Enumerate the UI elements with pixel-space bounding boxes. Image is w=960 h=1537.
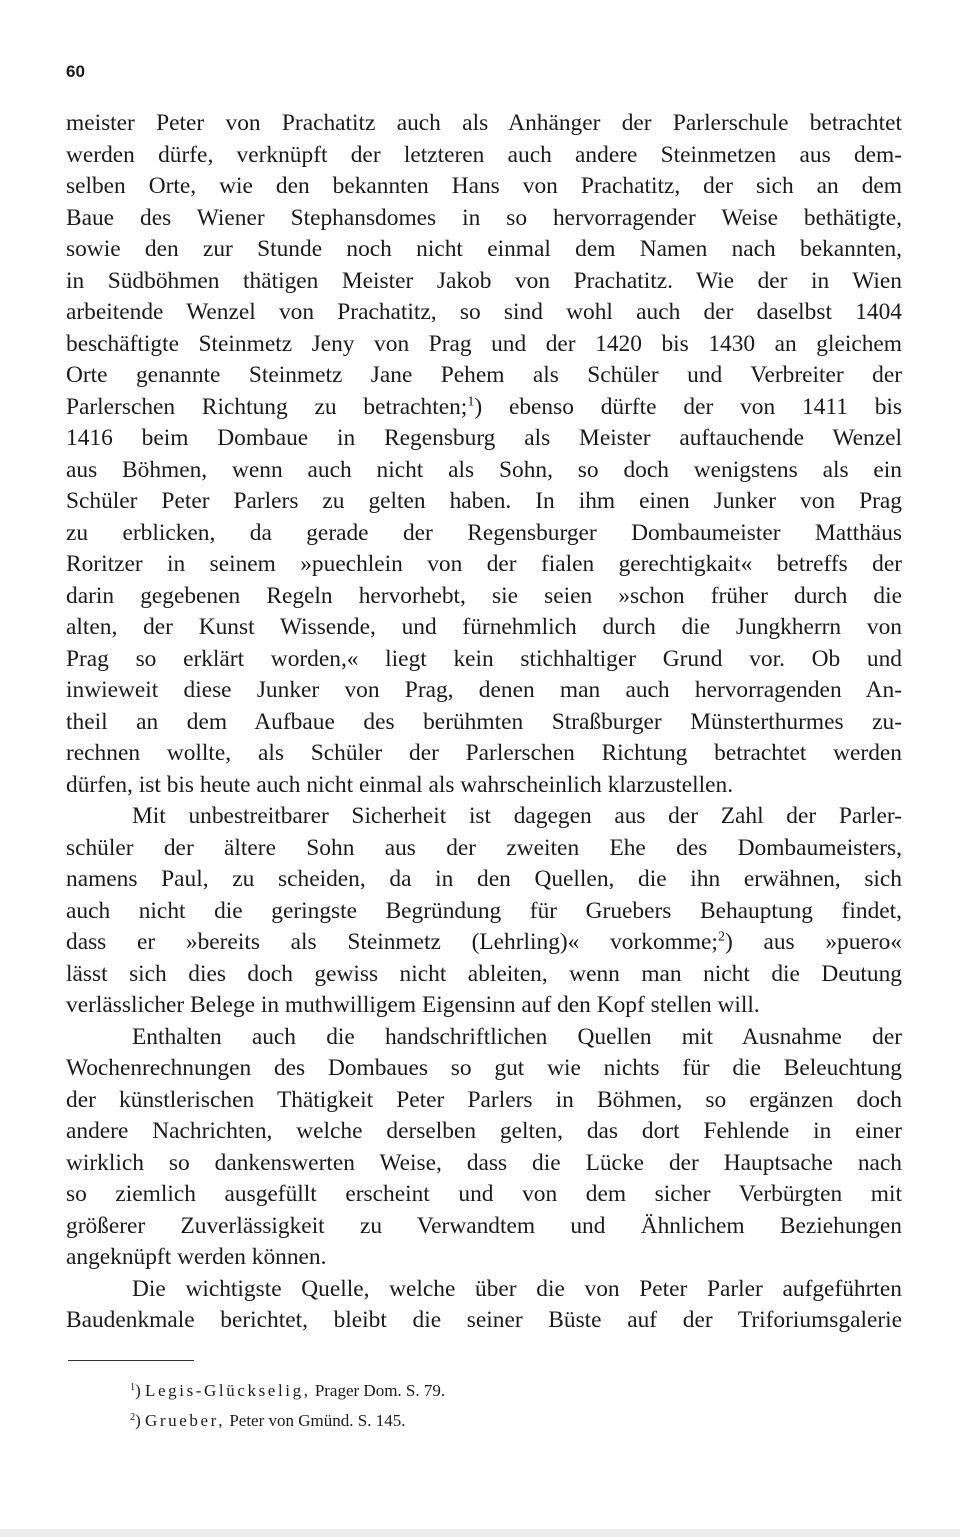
footnotes xyxy=(130,1376,730,1436)
text-line: werden dürfe, verknüpft der letzteren auch andere Steinmetzen aus dem- xyxy=(66,141,902,168)
footnote-reference[interactable]: 2 xyxy=(717,928,725,945)
text-line: Orte genannte Steinmetz Jane Pehem als Schüler und Verbreiter der xyxy=(66,362,902,388)
text-line: 1416 beim Dombaue in Regensburg als Meister auftauchende Wenzel xyxy=(66,425,902,451)
text-line: namens Paul, zu scheiden, da in den Quellen, die ihn erwähnen, sich xyxy=(66,866,902,892)
text-line: dass er »bereits als Steinmetz (Lehrling)« vorkomme;$^2$) aus »puero« xyxy=(66,928,902,955)
page-bottom-edge xyxy=(0,1529,960,1537)
text-line: Die wichtigste Quelle, welche über die von Peter Parler aufgeführten xyxy=(132,1275,902,1302)
text-segment: ebenso dürfte der von 1411 bis xyxy=(508,393,903,420)
text-line: sowie den zur Stunde noch nicht einmal dem Namen nach bekannten, xyxy=(66,236,902,262)
text-line: Prag so erklärt worden,« liegt kein stichhaltiger Grund vor. Ob und xyxy=(66,645,902,672)
text-line: alten, der Kunst Wissende, und fürnehmlich durch die Jungkherrn von xyxy=(66,614,902,640)
text-line: Mit unbestreitbarer Sicherheit ist dagegen aus der Zahl der Parler- xyxy=(132,803,902,829)
footnote-text: Peter von Gmünd. S. 145. xyxy=(229,1411,406,1430)
footnote-divider xyxy=(68,1360,194,1361)
text-line: Baudenkmale berichtet, bleibt die seiner Büste auf der Triforiumsgalerie xyxy=(66,1307,902,1333)
text-line: lässt sich dies doch gewiss nicht ableiten, wenn man nicht die Deutung xyxy=(66,960,902,987)
text-line: selben Orte, wie den bekannten Hans von Prachatitz, der sich an dem xyxy=(66,173,902,199)
text-line: Roritzer in seinem »puechlein von der fialen gerechtigkait« betreffs der xyxy=(66,551,902,577)
footnote-author: Grueber, xyxy=(145,1411,226,1430)
text-line: darin gegebenen Regeln hervorhebt, sie seien »schon früher durch die xyxy=(66,582,902,609)
text-line: auch nicht die geringste Begründung für Gruebers Behauptung findet, xyxy=(66,897,902,924)
text-line: andere Nachrichten, welche derselben gelten, das dort Fehlende in einer xyxy=(66,1118,902,1144)
text-line: größerer Zuverlässigkeit zu Verwandtem und Ähnlichem Beziehungen xyxy=(66,1212,902,1239)
text-line: Wochenrechnungen des Dombaues so gut wie nichts für die Beleuchtung xyxy=(66,1055,902,1081)
text-line: Enthalten auch die handschriftlichen Quellen mit Ausnahme der xyxy=(132,1023,902,1050)
text-segment: aus »puero« xyxy=(763,929,902,955)
text-line: Schüler Peter Parlers zu gelten haben. In ihm einen Junker von Prag xyxy=(66,488,902,514)
main-text xyxy=(66,108,902,1337)
text-line: rechnen wollte, als Schüler der Parlerschen Richtung betrachtet werden xyxy=(66,740,902,766)
text-line: Parlerschen Richtung zu betrachten;$^1$) ebenso dürfte der von 1411 bis xyxy=(66,393,903,420)
footnote-1: $^1$) Legis-Glückselig, Prager Dom. S. 79. xyxy=(130,1381,446,1400)
text-line: verlässlicher Belege in muthwilligem Eigensinn auf den Kopf stellen will. xyxy=(66,992,760,1018)
text-line: theil an dem Aufbaue des berühmten Straßburger Münsterthurmes zu- xyxy=(66,708,902,735)
page-number: 60 xyxy=(66,62,85,81)
text-line: aus Böhmen, wenn auch nicht als Sohn, so doch wenigstens als ein xyxy=(66,456,902,483)
footnote-marker: 1 xyxy=(130,1381,136,1393)
footnote-author: Legis-Glückselig, xyxy=(145,1381,311,1400)
text-line: arbeitende Wenzel von Prachatitz, so sind wohl auch der daselbst 1404 xyxy=(66,299,902,325)
text-line: in Südböhmen thätigen Meister Jakob von Prachatitz. Wie der in Wien xyxy=(66,267,902,294)
text-line: der künstlerischen Thätigkeit Peter Parlers in Böhmen, so ergänzen doch xyxy=(66,1086,902,1113)
text-line: beschäftigte Steinmetz Jeny von Prag und der 1420 bis 1430 an gleichem xyxy=(66,330,902,357)
text-line: schüler der ältere Sohn aus der zweiten Ehe des Dombaumeisters, xyxy=(66,834,902,861)
text-segment: Parlerschen Richtung zu betrachten; xyxy=(66,393,468,420)
footnote-marker: 2 xyxy=(130,1411,136,1423)
text-line: zu erblicken, da gerade der Regensburger Dombaumeister Matthäus xyxy=(66,519,902,546)
text-segment: dass er »bereits als Steinmetz (Lehrling)« vorkomme; xyxy=(66,929,718,955)
text-line: inwieweit diese Junker von Prag, denen man auch hervorragenden An- xyxy=(66,677,902,703)
text-line: wirklich so dankenswerten Weise, dass die Lücke der Hauptsache nach xyxy=(66,1149,902,1176)
text-line: angeknüpft werden können. xyxy=(66,1244,327,1270)
text-line: dürfen, ist bis heute auch nicht einmal als wahrscheinlich klarzustellen. xyxy=(66,771,734,798)
footnote-reference[interactable]: 1 xyxy=(467,393,475,410)
text-line: Baue des Wiener Stephansdomes in so hervorragender Weise bethätigte, xyxy=(66,204,902,231)
footnote-text: Prager Dom. S. 79. xyxy=(314,1381,446,1400)
text-line: so ziemlich ausgefüllt erscheint und von dem sicher Verbürgten mit xyxy=(66,1181,902,1207)
text-line: meister Peter von Prachatitz auch als Anhänger der Parlerschule betrachtet xyxy=(66,110,902,136)
footnote-2: $^2$) Grueber, Peter von Gmünd. S. 145. xyxy=(130,1411,406,1430)
